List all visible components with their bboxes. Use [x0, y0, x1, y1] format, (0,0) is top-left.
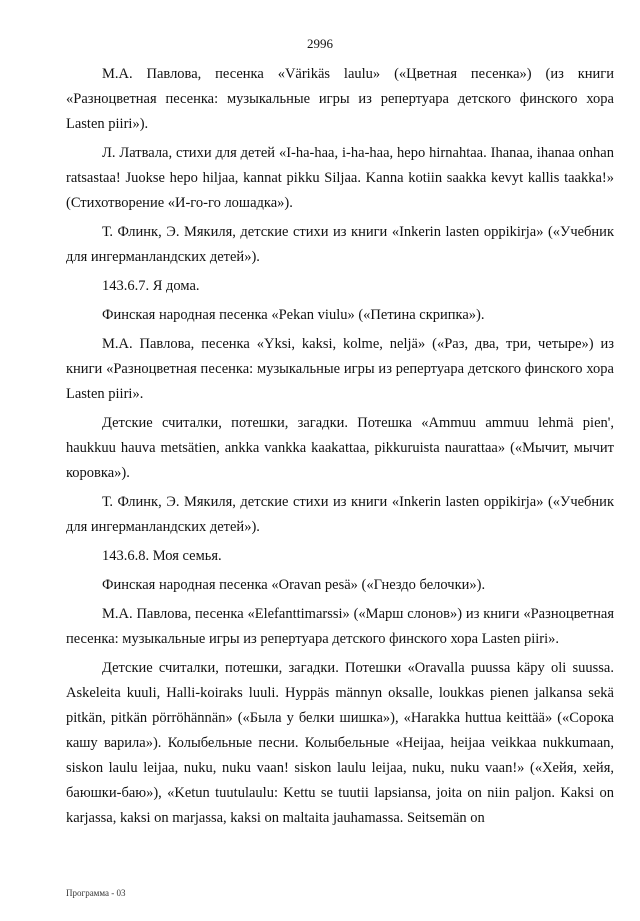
paragraph: Т. Флинк, Э. Мякиля, детские стихи из книги «Inkerin lasten oppikirja» («Учебник для ингерманландских детей»).: [66, 494, 614, 535]
paragraph: Л. Латвала, стихи для детей «I-ha-haa, i-ha-haa, hepo hirnahtaa. Ihanaa, ihanaa onhan ratsastaa! Juokse hepo hiljaa, kannat pikku Siljaa. Kanna kotiin saakka kevyt kallis taakka!» (Стихотворение «И-го-го лошадка»).: [66, 145, 614, 211]
paragraph: Финская народная песенка «Oravan pesä» («Гнездо белочки»).: [102, 577, 486, 593]
section-heading: 143.6.8. Моя семья.: [102, 548, 222, 564]
paragraph: М.А. Павлова, песенка «Elefanttimarssi» («Марш слонов») из книги «Разноцветная песенка: музыкальные игры из репертуара детского финского хора Lasten piiri».: [66, 606, 614, 647]
footer-label: Программа - 03: [66, 888, 126, 898]
paragraph: Т. Флинк, Э. Мякиля, детские стихи из книги «Inkerin lasten oppikirja» («Учебник для ингерманландских детей»).: [66, 224, 614, 265]
paragraph: М.А. Павлова, песенка «Yksi, kaksi, kolme, neljä» («Раз, два, три, четыре») из книги «Разноцветная песенка: музыкальные игры из репертуара детского финского хора Lasten piiri».: [66, 336, 614, 402]
paragraph: Финская народная песенка «Pekan viulu» («Петина скрипка»).: [102, 307, 485, 323]
paragraph: Детские считалки, потешки, загадки. Потешки «Oravalla puussa käpy oli suussa. Askeleita kuuli, Halli-koiraks luuli. Hyppäs männyn oksalle, loukkas pienen jalkansa sekä pitkän, pitkän pörröhännän» («Была у белки шишка»), «Harakka huttua keittää» («Сорока кашу варила»). Колыбельные песни. Колыбельные «Heijaa, heijaa veikkaa nukkumaan, siskon laulu leijaa, nuku, nuku vaan! siskon laulu leijaa, nuku, nuku vaan!» («Хейя, хейя, баюшки-баю»), «Ketun tuutulaulu: Kettu se tuutii lapsiansa, joita on niin paljon. Kaksi on karjassa, kaksi on marjassa, kaksi on maltaita jauhamassa. Seitsemän on: [66, 660, 614, 826]
section-heading: 143.6.7. Я дома.: [102, 278, 200, 294]
document-body: [66, 62, 614, 835]
paragraph: Детские считалки, потешки, загадки. Потешка «Ammuu ammuu lehmä pien', haukkuu hauva metsätien, ankka vankka kaakattaa, pikkuruista naurattaa» («Мычит, мычит коровка»).: [66, 415, 614, 481]
page-number: 2996: [307, 36, 333, 51]
paragraph: М.А. Павлова, песенка «Värikäs laulu» («Цветная песенка») (из книги «Разноцветная песенка: музыкальные игры из репертуара детского финского хора Lasten piiri»).: [66, 66, 614, 132]
